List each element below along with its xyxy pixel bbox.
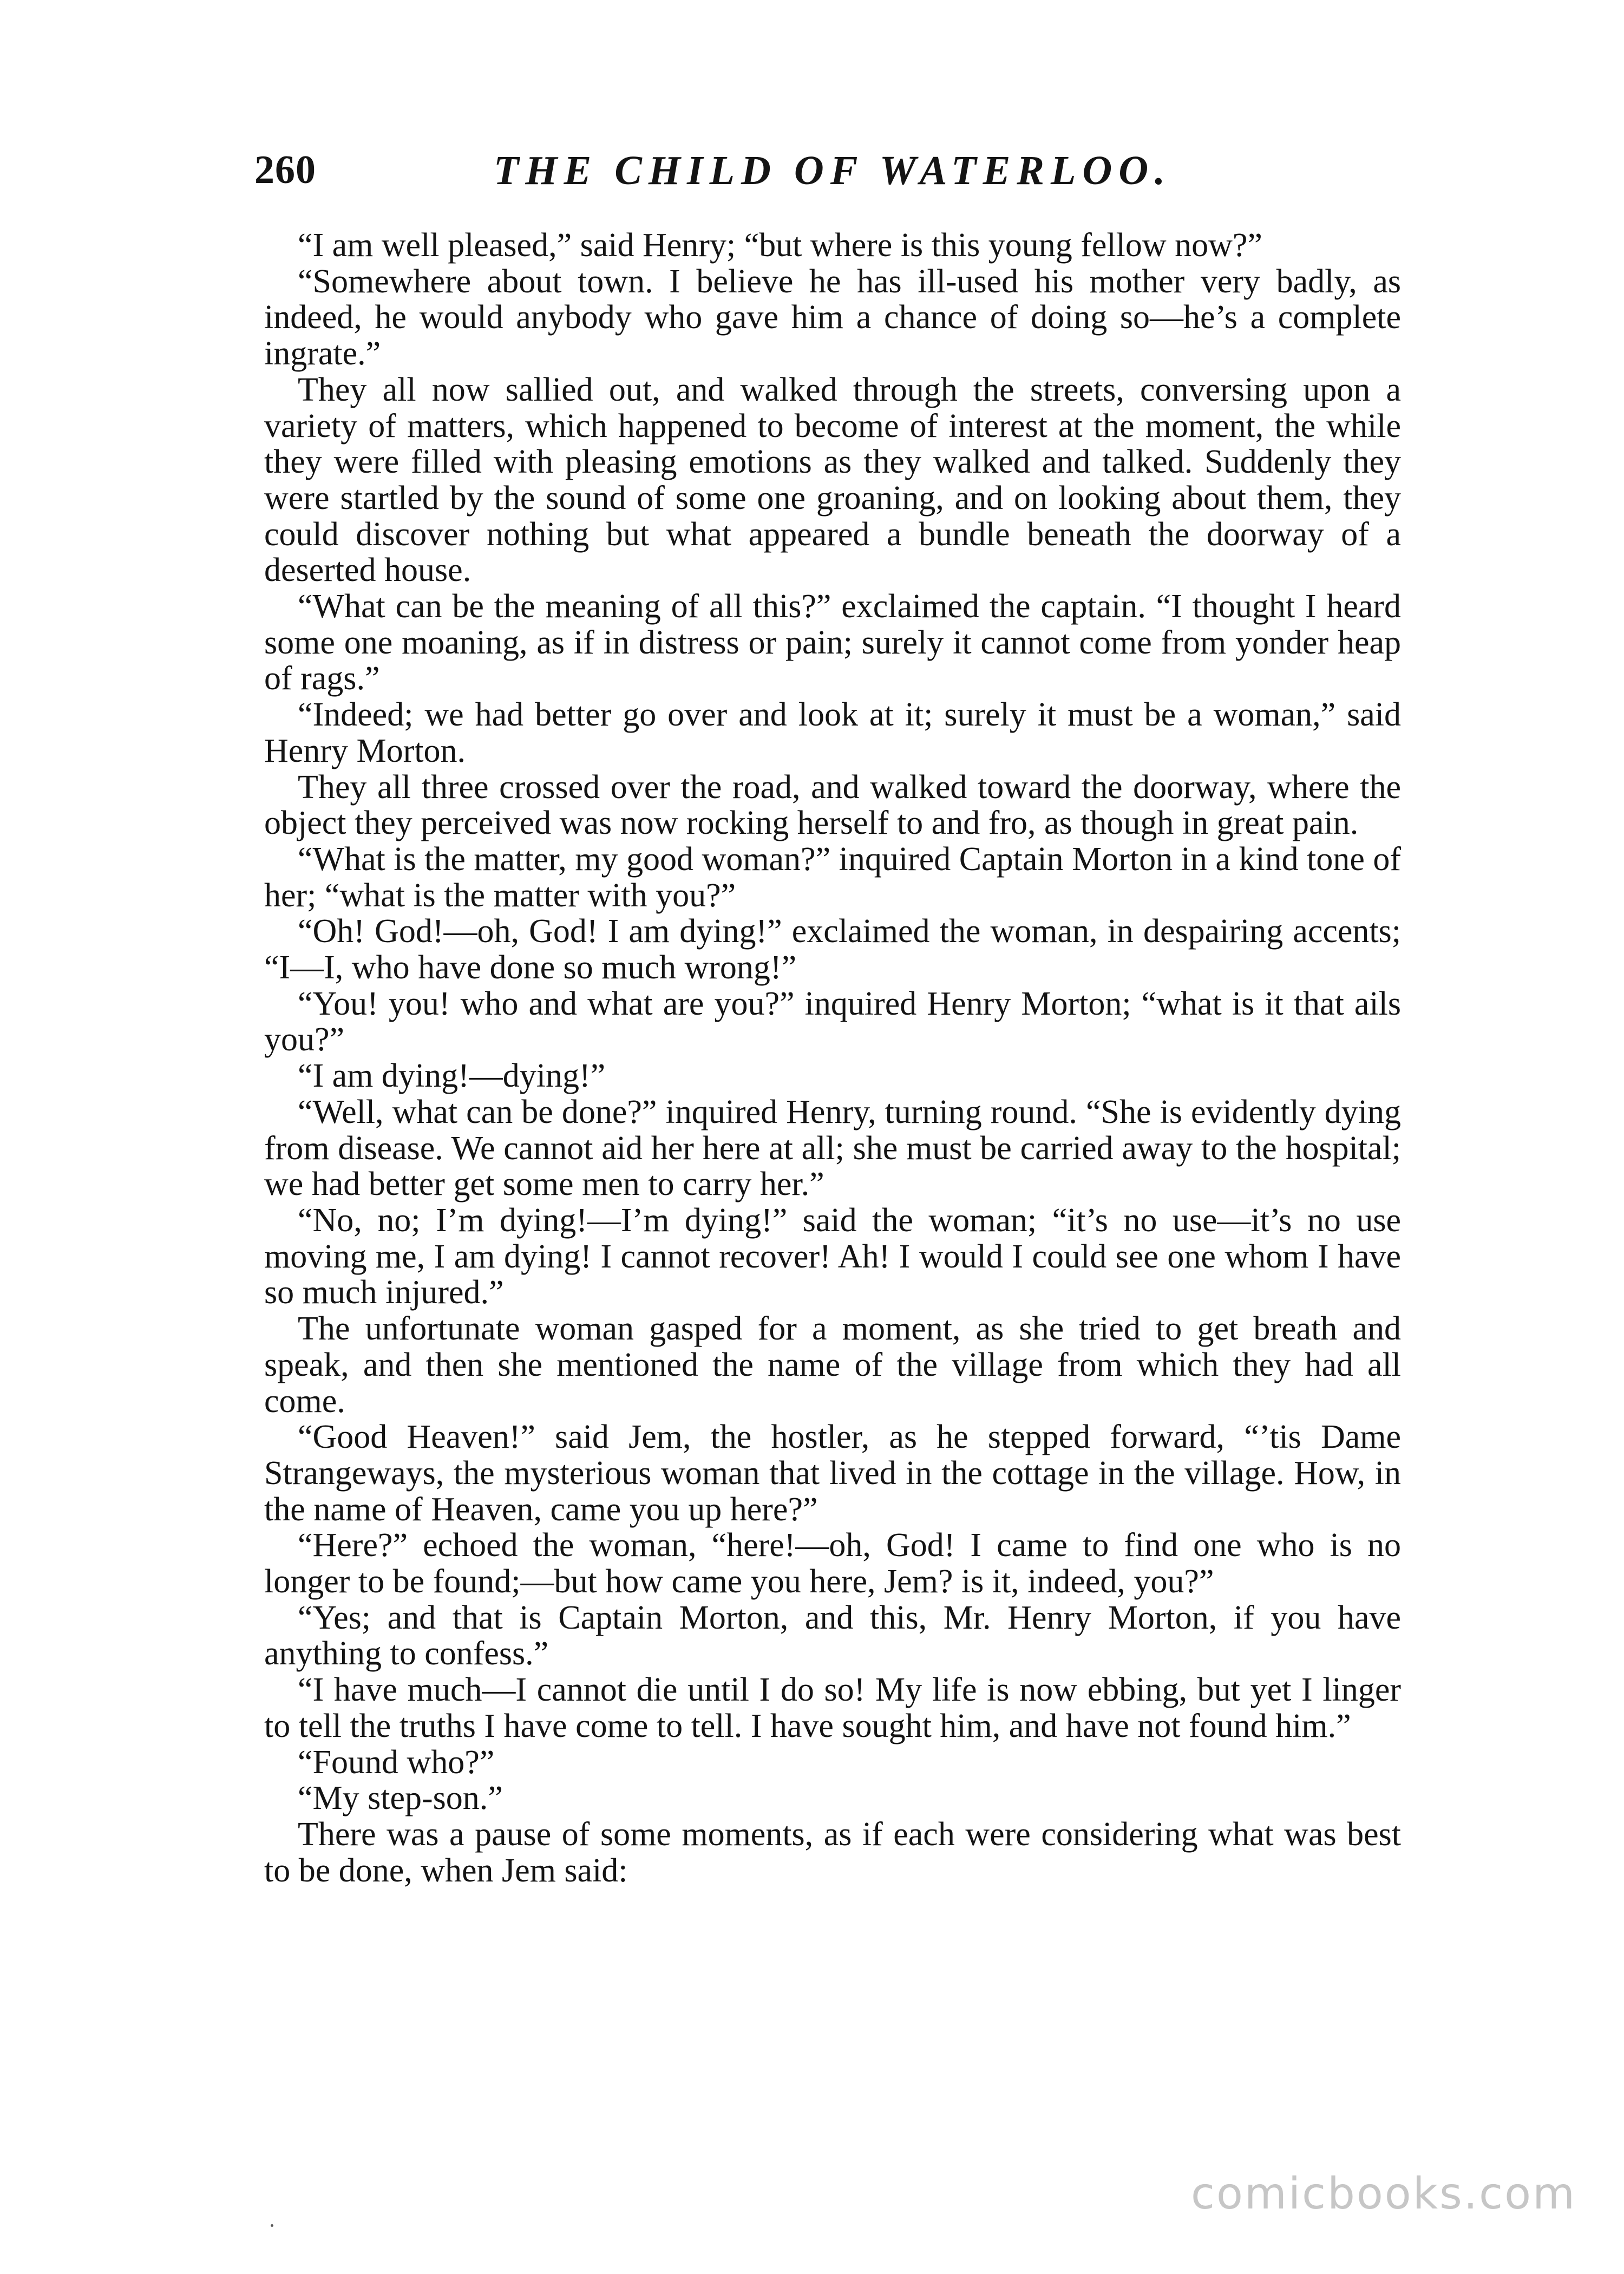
paragraph: They all now sallied out, and walked through the streets, conversing upon a variety of matters, which happened to become of interest at the moment, the while they were filled with pleasing emotions as they walked and talked. Suddenly they were startled by the sound of some one groaning, and on looking about them, they could discover nothing but what appeared a bundle beneath the doorway of a deserted house. xyxy=(264,371,1401,589)
print-speck xyxy=(271,2224,273,2227)
paragraph: “Here?” echoed the woman, “here!—oh, God! I came to find one who is no longer to be found;—but how came you here, Jem? is it, indeed, you?” xyxy=(264,1527,1401,1600)
paragraph: There was a pause of some moments, as if each were considering what was best to be done, when Jem said: xyxy=(264,1815,1401,1889)
paragraph: “I am well pleased,” said Henry; “but where is this young fellow now?” xyxy=(298,227,1262,264)
paragraph: “My step-son.” xyxy=(298,1780,503,1817)
body-text xyxy=(264,227,1401,1889)
paragraph: “Good Heaven!” said Jem, the hostler, as he stepped forward, “’tis Dame Strangeways, the mysterious woman that lived in the cottage in the village. How, in the name of Heaven, came you up here?” xyxy=(264,1419,1401,1528)
paragraph: “No, no; I’m dying!—I’m dying!” said the woman; “it’s no use—it’s no use moving me, I am dying! I cannot recover! Ah! I would I could see one whom I have so much injured.” xyxy=(264,1201,1401,1311)
paragraph: “What can be the meaning of all this?” exclaimed the captain. “I thought I heard some one moaning, as if in distress or pain; surely it cannot come from yonder heap of rags.” xyxy=(264,588,1401,697)
paragraph: “Yes; and that is Captain Morton, and this, Mr. Henry Morton, if you have anything to confess.” xyxy=(264,1599,1401,1672)
page-number: 260 xyxy=(254,148,316,192)
paragraph: “You! you! who and what are you?” inquired Henry Morton; “what is it that ails you?” xyxy=(264,985,1401,1058)
paragraph: “I have much—I cannot die until I do so! My life is now ebbing, but yet I linger to tell the truths I have come to tell. I have sought him, and have not found him.” xyxy=(264,1671,1401,1744)
paragraph: They all three crossed over the road, and walked toward the doorway, where the object they perceived was now rocking herself to and fro, as though in great pain. xyxy=(264,768,1401,842)
paragraph: “What is the matter, my good woman?” inquired Captain Morton in a kind tone of her; “what is the matter with you?” xyxy=(264,840,1401,914)
running-title: THE CHILD OF WATERLOO. xyxy=(494,148,1172,193)
page-header xyxy=(254,147,1445,212)
paragraph: “I am dying!—dying!” xyxy=(298,1057,606,1095)
paragraph: “Indeed; we had better go over and look at it; surely it must be a woman,” said Henry Morton. xyxy=(264,696,1401,769)
paragraph: “Oh! God!—oh, God! I am dying!” exclaimed the woman, in despairing accents; “I—I, who have done so much wrong!” xyxy=(264,913,1401,986)
paragraph: “Somewhere about town. I believe he has ill-used his mother very badly, as indeed, he would anybody who gave him a chance of doing so—he’s a complete ingrate.” xyxy=(264,263,1401,373)
paragraph: The unfortunate woman gasped for a moment, as she tried to get breath and speak, and then she mentioned the name of the village from which they had all come. xyxy=(264,1310,1401,1420)
paragraph: “Well, what can be done?” inquired Henry, turning round. “She is evidently dying from disease. We cannot aid her here at all; she must be carried away to the hospital; we had better get some men to carry her.” xyxy=(264,1093,1401,1203)
paragraph: “Found who?” xyxy=(298,1743,495,1781)
watermark: comicbooks.com xyxy=(1191,2168,1577,2219)
